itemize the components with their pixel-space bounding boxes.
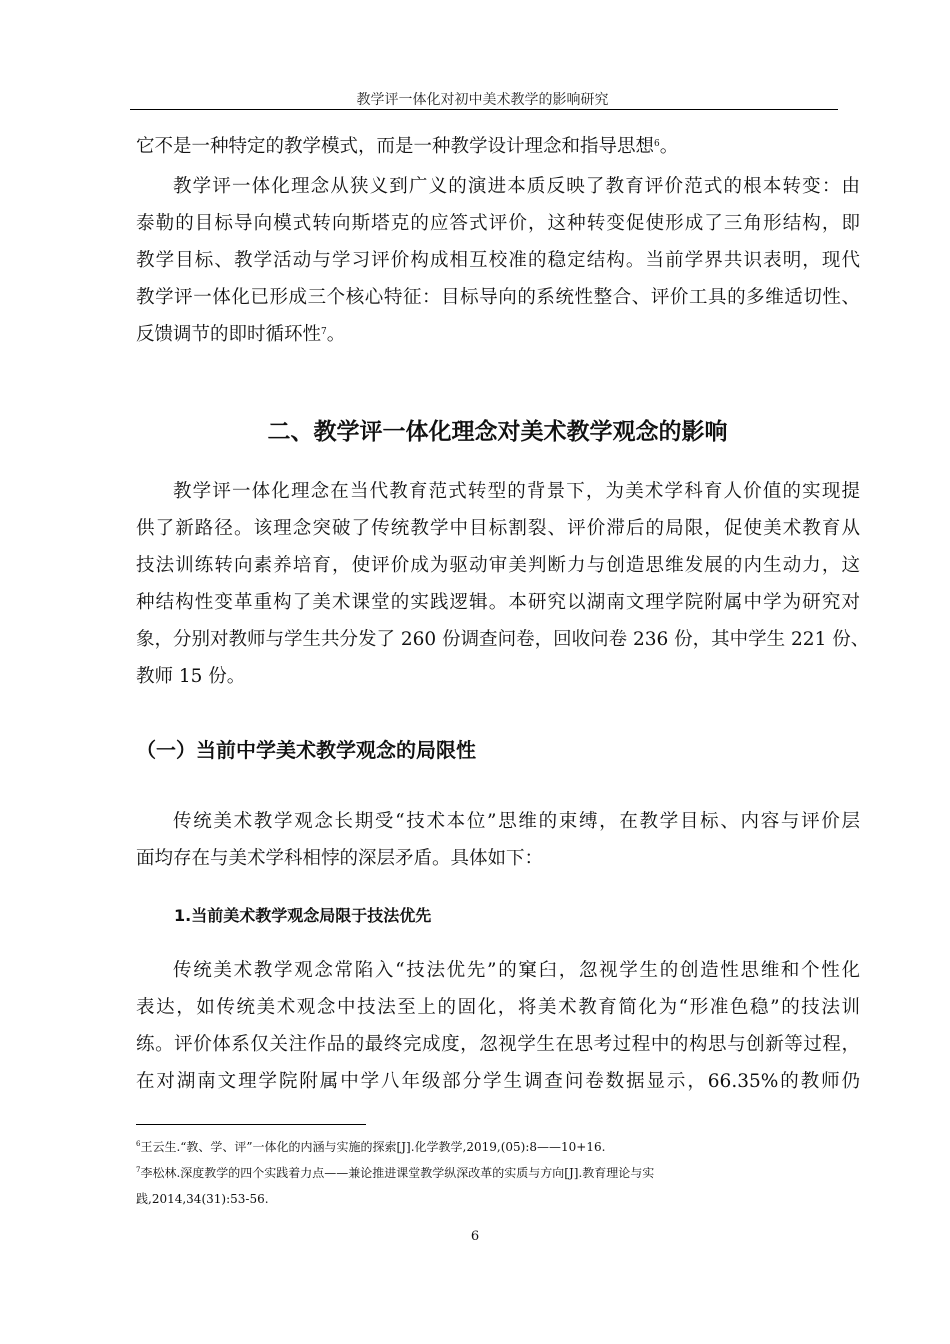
- point-paragraph: [136, 952, 860, 1100]
- section-paragraph: [136, 473, 870, 695]
- footnote-separator: [136, 1124, 366, 1125]
- header-rule: [130, 109, 838, 110]
- text-line: 练。评价体系仅关注作品的最终完成度，忽视学生在思考过程中的构思与创新等过程，: [136, 1034, 860, 1055]
- text-line: 技法训练转向素养培育，使评价成为驱动审美判断力与创造思维发展的内生动力，这: [136, 555, 860, 576]
- text-line: 反馈调节的即时循环性$^7$。: [136, 324, 346, 345]
- footnote-ref: 6: [654, 139, 660, 149]
- text-line: 教学评一体化已形成三个核心特征：目标导向的系统性整合、评价工具的多维适切性、: [136, 287, 860, 308]
- text-line: 它不是一种特定的教学模式，而是一种教学设计理念和指导思想$^6$。: [136, 136, 679, 157]
- subsection-heading: （一）当前中学美术教学观念的局限性: [136, 738, 476, 762]
- text-line: 泰勒的目标导向模式转向斯塔克的应答式评价，这种转变促使形成了三角形结构，即: [136, 213, 860, 234]
- point-heading: 1.当前美术教学观念局限于技法优先: [174, 906, 432, 925]
- text-line: 象，分别对教师与学生共分发了 260 份调查问卷，回收问卷 236 份，其中学生 221 份、: [136, 629, 870, 650]
- text-line: 传统美术教学观念常陷入“技法优先”的窠臼，忽视学生的创造性思维和个性化: [173, 960, 860, 981]
- text-line: 供了新路径。该理念突破了传统教学中目标割裂、评价滞后的局限，促使美术教育从: [136, 518, 860, 539]
- text-line: 在对湖南文理学院附属中学八年级部分学生调查问卷数据显示，66.35%的教师仍: [136, 1071, 860, 1092]
- footnote-7: $^7$李松林.深度教学的四个实践着力点——兼论推进课堂教学纵深改革的实质与方向[J].教育理论与实: [136, 1166, 655, 1180]
- text-line: 教学目标、教学活动与学习评价构成相互校准的稳定结构。当前学界共识表明，现代: [136, 250, 860, 271]
- footnote-ref: 7: [321, 327, 327, 337]
- text-line: 教学评一体化理念在当代教育范式转型的背景下，为美术学科育人价值的实现提: [173, 481, 860, 502]
- text-line: 表达，如传统美术观念中技法至上的固化，将美术教育简化为“形准色稳”的技法训: [136, 997, 860, 1018]
- footnote-6: $^6$王云生.“教、学、评”一体化的内涵与实施的探索[J].化学教学,2019,(05):8——10+16.: [136, 1140, 606, 1154]
- text-line: 种结构性变革重构了美术课堂的实践逻辑。本研究以湖南文理学院附属中学为研究对: [136, 592, 860, 613]
- text-line: 教师 15 份。: [136, 666, 246, 687]
- running-header: 教学评一体化对初中美术教学的影响研究: [356, 92, 609, 108]
- subsection-paragraph: [136, 803, 860, 877]
- page-number: 6: [470, 1229, 480, 1244]
- footnote-7-continued: 践,2014,34(31):53-56.: [136, 1192, 269, 1206]
- intro-paragraph: [136, 168, 860, 353]
- text-line: 面均存在与美术学科相悖的深层矛盾。具体如下：: [136, 848, 544, 869]
- intro-continuation: [136, 128, 860, 165]
- text-line: 传统美术教学观念长期受“技术本位”思维的束缚，在教学目标、内容与评价层: [173, 811, 860, 832]
- text-line: 教学评一体化理念从狭义到广义的演进本质反映了教育评价范式的根本转变：由: [173, 176, 860, 197]
- section-heading: 二、教学评一体化理念对美术教学观念的影响: [267, 419, 728, 445]
- footnotes: [136, 1134, 856, 1212]
